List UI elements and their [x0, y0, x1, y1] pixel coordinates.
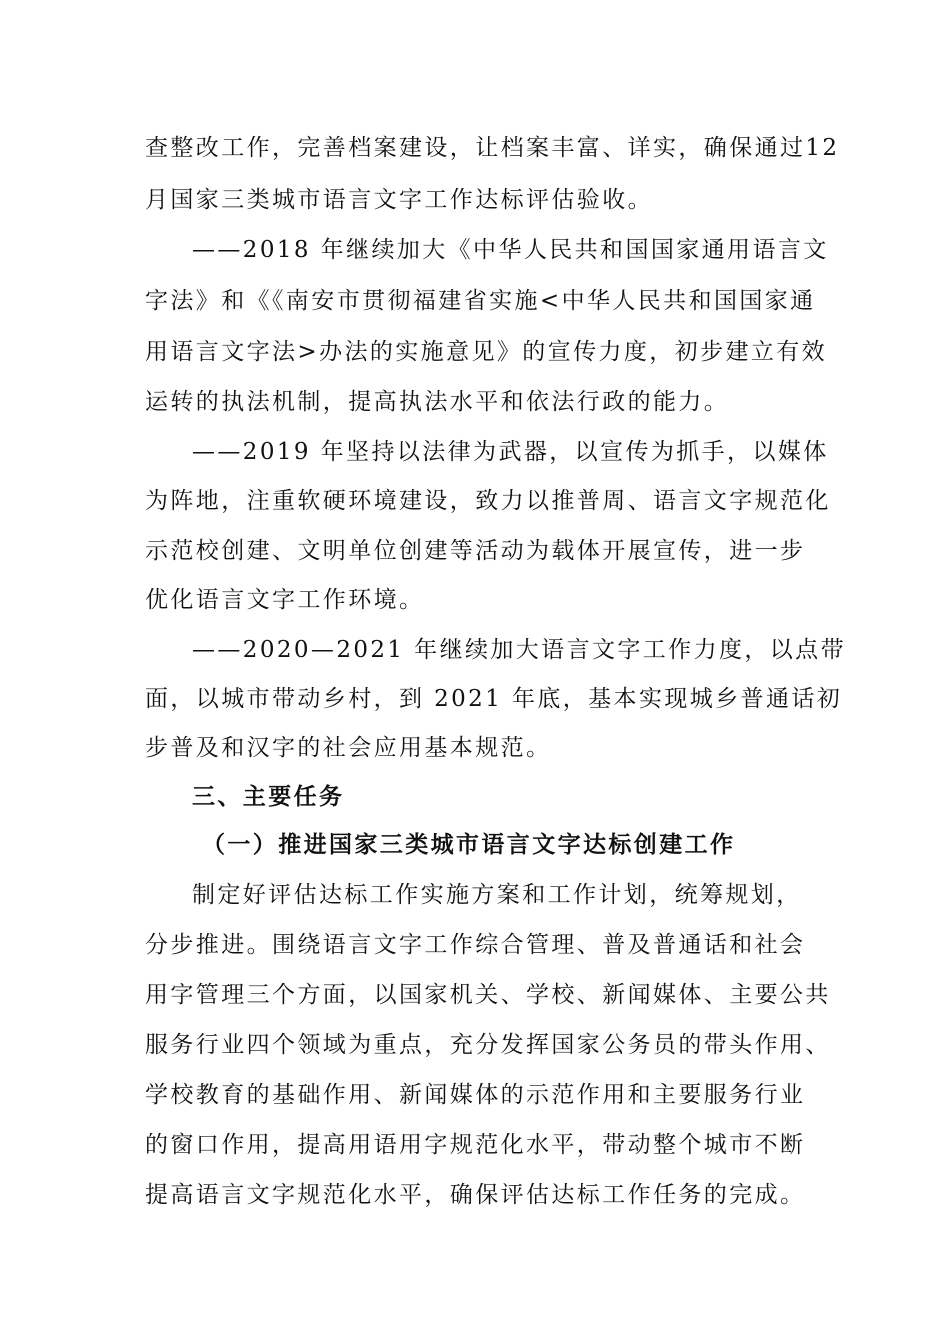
text-line: 运转的执法机制，提高执法水平和依法行政的能力。	[145, 389, 730, 415]
text-line: ——2018 年继续加大《中华人民共和国国家通用语言文	[192, 237, 829, 263]
text-line: 月国家三类城市语言文字工作达标评估验收。	[145, 187, 653, 213]
text-line: 的窗口作用，提高用语用字规范化水平，带动整个城市不断	[145, 1132, 806, 1158]
text-line: 为阵地，注重软硬环境建设，致力以推普周、语言文字规范化	[145, 488, 831, 514]
text-line: 用语言文字法>办法的实施意见》的宣传力度，初步建立有效	[145, 339, 828, 365]
text-line: ——2020—2021 年继续加大语言文字工作力度，以点带	[192, 637, 846, 663]
text-line: 查整改工作，完善档案建设，让档案丰富、详实，确保通过12	[145, 135, 840, 161]
text-line: 示范校创建、文明单位创建等活动为载体开展宣传，进一步	[145, 538, 806, 564]
text-line: 提高语言文字规范化水平，确保评估达标工作任务的完成。	[145, 1182, 806, 1208]
text-line: 步普及和汉字的社会应用基本规范。	[145, 735, 552, 761]
text-line: 服务行业四个领域为重点，充分发挥国家公务员的带头作用、	[145, 1032, 831, 1058]
text-line: 分步推进。围绕语言文字工作综合管理、普及普通话和社会	[145, 932, 806, 958]
text-line: ——2019 年坚持以法律为武器，以宣传为抓手，以媒体	[192, 439, 829, 465]
text-line: 制定好评估达标工作实施方案和工作计划，统筹规划，	[192, 882, 802, 908]
text-line: 字法》和《《南安市贯彻福建省实施<中华人民共和国国家通	[145, 288, 816, 314]
section-heading: 三、主要任务	[192, 784, 345, 810]
subsection-heading: （一）推进国家三类城市语言文字达标创建工作	[202, 832, 736, 858]
text-line: 优化语言文字工作环境。	[145, 587, 425, 613]
text-line: 用字管理三个方面，以国家机关、学校、新闻媒体、主要公共	[145, 982, 831, 1008]
text-line: 面，以城市带动乡村，到 2021 年底，基本实现城乡普通话初	[145, 686, 843, 712]
text-line: 学校教育的基础作用、新闻媒体的示范作用和主要服务行业	[145, 1082, 806, 1108]
